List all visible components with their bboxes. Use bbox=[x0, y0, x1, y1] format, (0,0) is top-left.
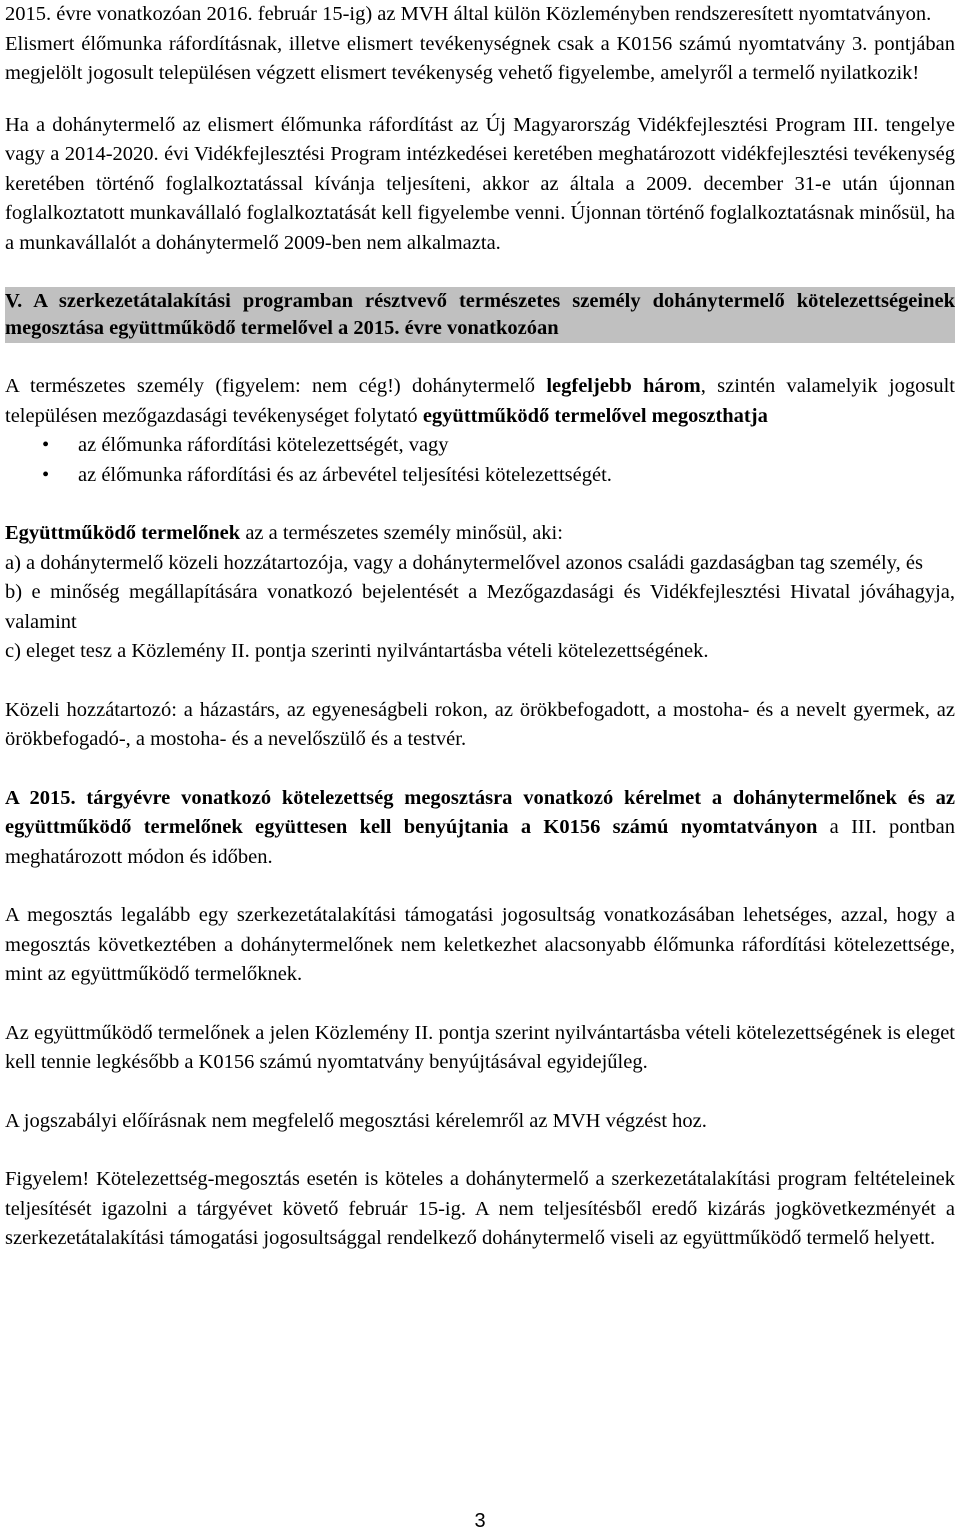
request-bold: A 2015. tárgyévre vonatkozó kötelezettség megosztásra vonatkozó kérelmet a dohánytermelőnek és az együttműködő termelőnek együttesen kell benyújtania a K0156 számú nyomtatványon bbox=[5, 786, 955, 838]
share-text-1: A természetes személy (figyelem: nem cég!) dohánytermelő bbox=[5, 375, 547, 397]
paragraph-register: Az együttműködő termelőnek a jelen Közlemény II. pontja szerint nyilvántartásba vételi kötelezettségének is eleget kell tennie legkésőbb a K0156 számú nyomtatvány benyújtásával egyidejűleg. bbox=[5, 1021, 955, 1073]
bullet-icon: • bbox=[42, 463, 50, 486]
coop-condition-b: b) e minőség megállapítására vonatkozó bejelentését a Mezőgazdasági és Vidékfejlesztési Hivatal jóváhagyja, valamint bbox=[5, 581, 955, 633]
paragraph-coop-definition bbox=[5, 519, 955, 549]
section-v-number: V. bbox=[5, 290, 23, 312]
document-page bbox=[5, 0, 955, 1254]
paragraph-request bbox=[5, 784, 955, 873]
coop-text: az a természetes személy minősül, aki: bbox=[240, 522, 563, 544]
share-bold-2: együttműködő termelővel megoszthatja bbox=[422, 404, 768, 427]
list-item bbox=[5, 431, 955, 461]
share-text-2: , szintén valamelyik jogosult településen mezőgazdasági tevékenységet folytató bbox=[5, 375, 955, 427]
share-bold-1: legfeljebb három bbox=[546, 375, 701, 397]
paragraph-limit: A megosztás legalább egy szerkezetátalakítási támogatási jogosultság vonatkozásában lehetséges, azzal, hogy a megosztás következtében a dohánytermelőnek nem keletkezhet alacsonyabb élőmunka ráfordítási kötelezettsége, mint az együttműködő termelőknek. bbox=[5, 904, 955, 985]
paragraph-intro-1: 2015. évre vonatkozóan 2016. február 15-ig) az MVH által külön Közleményben rendszeresített nyomtatványon. bbox=[5, 3, 932, 25]
list-item bbox=[5, 461, 955, 491]
page-number: 3 bbox=[474, 1510, 486, 1532]
paragraph-decision: A jogszabályi előírásnak nem megfelelő megosztási kérelemről az MVH végzést hoz. bbox=[5, 1109, 707, 1132]
request-text: a III. pontban meghatározott módon és időben. bbox=[5, 816, 955, 868]
list-item-text: az élőmunka ráfordítási kötelezettségét, vagy bbox=[78, 434, 449, 456]
coop-bold: Együttműködő termelőnek bbox=[5, 522, 241, 544]
section-v-heading bbox=[5, 287, 955, 343]
bullet-icon: • bbox=[42, 434, 50, 456]
bullet-list bbox=[5, 431, 955, 490]
coop-condition-a: a) a dohánytermelő közeli hozzátartozója, vagy a dohánytermelővel azonos családi gazdaságban tag személy, és bbox=[5, 551, 923, 574]
paragraph-relative: Közeli hozzátartozó: a házastárs, az egyeneságbeli rokon, az örökbefogadott, a mostoha- és a nevelt gyermek, az örökbefogadó-, a mostoha- és a nevelőszülő és a testvér. bbox=[5, 698, 955, 750]
paragraph-share bbox=[5, 372, 955, 431]
list-item-text: az élőmunka ráfordítási és az árbevétel teljesítési kötelezettségét. bbox=[78, 463, 612, 486]
section-v-title: A szerkezetátalakítási programban résztvevő természetes személy dohánytermelő kötelezettségeinek megosztása együttműködő termelővel a 2015. évre vonatkozóan bbox=[5, 290, 955, 339]
paragraph-program: Ha a dohánytermelő az elismert élőmunka ráfordítást az Új Magyarország Vidékfejlesztési Program III. tengelye vagy a 2014-2020. évi Vidékfejlesztési Program intézkedései keretében meghatározott vidékfejlesztési tevékenység keretében történő foglalkoztatással kívánja teljesíteni, akkor az általa a 2009. december 31-e után újonnan foglalkoztatott munkavállaló foglalkoztatását kell figyelembe venni. Újonnan történő foglalkoztatásnak minősül, ha a munkavállalót a dohánytermelő 2009-ben nem alkalmazta. bbox=[5, 113, 955, 254]
paragraph-intro-2: Elismert élőmunka ráfordításnak, illetve elismert tevékenységnek csak a K0156 számú nyomtatvány 3. pontjában megjelölt jogosult településen végzett elismert tevékenység vehető figyelembe, amelyről a termelő nyilatkozik! bbox=[5, 32, 955, 84]
paragraph-warning: Figyelem! Kötelezettség-megosztás esetén is köteles a dohánytermelő a szerkezetátalakítási program feltételeinek teljesítését igazolni a tárgyévet követő február 15-ig. A nem teljesítésből eredő kizárás jogkövetkezményét a szerkezetátalakítási támogatási jogosultsággal rendelkező dohánytermelő viseli az együttműködő termelő helyett. bbox=[5, 1168, 955, 1249]
coop-condition-c: c) eleget tesz a Közlemény II. pontja szerinti nyilvántartásba vételi kötelezettségének. bbox=[5, 640, 709, 662]
